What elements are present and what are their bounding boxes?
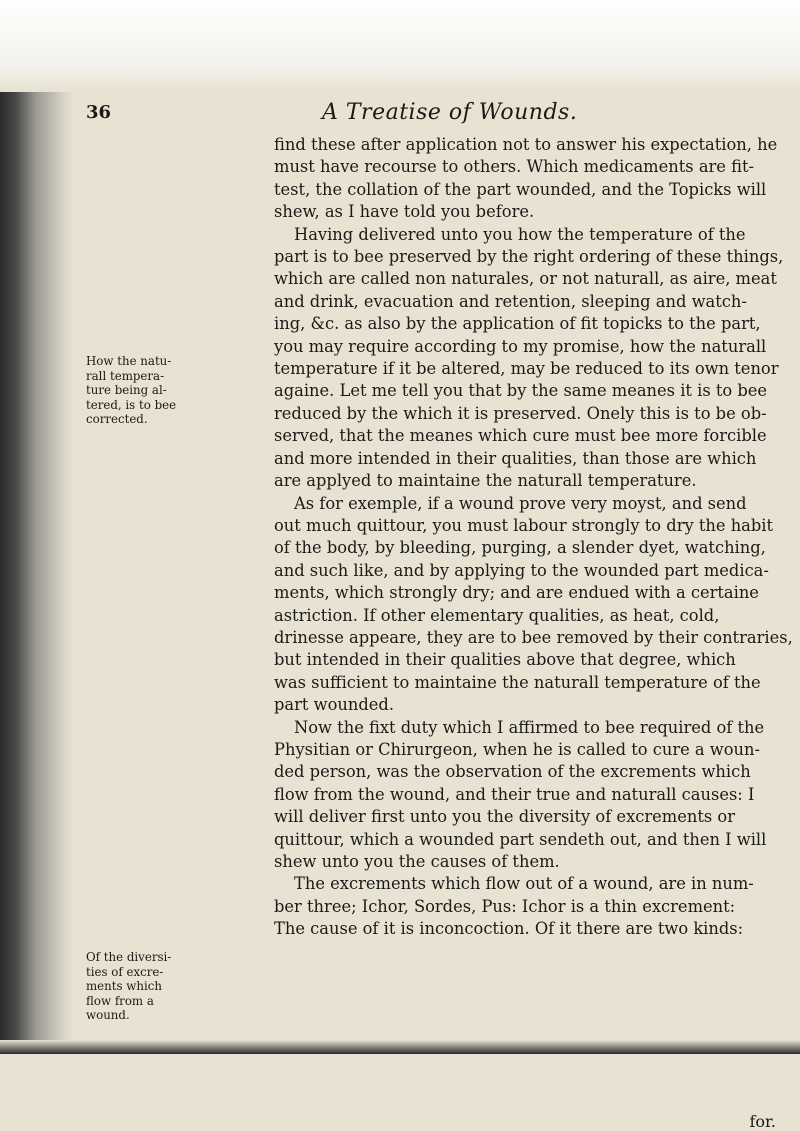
text-line: part is to bee preserved by the right ordering of these things, — [274, 247, 784, 267]
text-line: find these after application not to answer his expectation, he — [274, 135, 778, 154]
text-line: Having delivered unto you how the temperature of the — [294, 224, 746, 244]
text-line: astriction. If other elementary qualities, as heat, cold, — [274, 605, 720, 625]
text-line: will deliver first unto you the diversity of excrements or — [274, 807, 736, 827]
text-line: part wounded. — [274, 695, 394, 715]
margin-note-line: Of the diversi- — [86, 950, 172, 964]
margin-note-line: tered, is to bee — [86, 397, 177, 412]
margin-note-excrements — [86, 950, 186, 1023]
running-title: A Treatise of Wounds. — [322, 100, 578, 125]
text-line: drinesse appeare, they are to bee removed by their contraries, — [274, 627, 793, 647]
margin-note-line: wound. — [86, 1008, 130, 1022]
text-line: ments, which strongly dry; and are endued with a certaine — [274, 583, 759, 603]
book-gutter-edge — [0, 0, 74, 1054]
text-line: Physitian or Chirurgeon, when he is called to cure a woun- — [274, 739, 761, 759]
text-line: must have recourse to others. Which medicaments are fit- — [274, 157, 755, 177]
margin-note-line: rall tempera- — [86, 368, 165, 383]
text-line: reduced by the which it is preserved. Onely this is to be ob- — [274, 403, 767, 423]
text-line: againe. Let me tell you that by the same meanes it is to bee — [274, 381, 768, 401]
text-line: but intended in their qualities above that degree, which — [274, 650, 736, 670]
text-line: which are called non naturales, or not naturall, as aire, meat — [274, 269, 777, 289]
text-line: and drink, evacuation and retention, sleeping and watch- — [274, 291, 747, 311]
text-line: test, the collation of the part wounded, and the Topicks will — [274, 179, 767, 199]
text-line: quittour, which a wounded part sendeth out, and then I will — [274, 829, 767, 849]
catchword: for. — [749, 1112, 776, 1131]
page-number: 36 — [86, 102, 112, 123]
margin-note-temperature — [86, 354, 186, 427]
margin-note-line: ments which — [86, 979, 162, 993]
margin-note-line: corrected. — [86, 412, 148, 426]
text-line: shew, as I have told you before. — [274, 202, 535, 222]
text-line: you may require according to my promise, how the naturall — [274, 336, 767, 356]
text-line: and more intended in their qualities, than those are which — [274, 448, 757, 468]
text-line: The cause of it is inconcoction. Of it there are two kinds: — [274, 919, 744, 939]
text-line: served, that the meanes which cure must bee more forcible — [274, 426, 767, 446]
margin-note-line: ture being al- — [86, 383, 167, 397]
text-line: out much quittour, you must labour strongly to dry the habit — [274, 515, 774, 535]
top-margin-band — [0, 0, 800, 92]
text-line: ded person, was the observation of the excrements which — [274, 762, 751, 782]
text-line: ber three; Ichor, Sordes, Pus: Ichor is a thin excrement: — [274, 896, 736, 916]
margin-note-line: ties of excre- — [86, 964, 164, 979]
margin-note-line: flow from a — [86, 993, 154, 1008]
text-line: ing, &c. as also by the application of fit topicks to the part, — [274, 314, 761, 334]
text-line: shew unto you the causes of them. — [274, 852, 560, 871]
text-line: are applyed to maintaine the naturall temperature. — [274, 471, 697, 491]
text-line: flow from the wound, and their true and naturall causes: I — [274, 784, 755, 804]
text-line: was sufficient to maintaine the naturall temperature of the — [274, 672, 761, 692]
margin-note-line: How the natu- — [86, 354, 172, 368]
text-line: As for exemple, if a wound prove very moyst, and send — [294, 493, 747, 513]
body-text — [274, 134, 794, 941]
text-line: and such like, and by applying to the wounded part medica- — [274, 560, 769, 580]
text-line: of the body, by bleeding, purging, a slender dyet, watching, — [274, 538, 766, 558]
book-page — [86, 100, 796, 1131]
text-line: temperature if it be altered, may be reduced to its own tenor — [274, 359, 779, 379]
text-line: Now the fixt duty which I affirmed to bee required of the — [294, 717, 765, 737]
bottom-margin-band — [0, 1040, 800, 1054]
text-line: The excrements which flow out of a wound, are in num- — [294, 874, 754, 894]
